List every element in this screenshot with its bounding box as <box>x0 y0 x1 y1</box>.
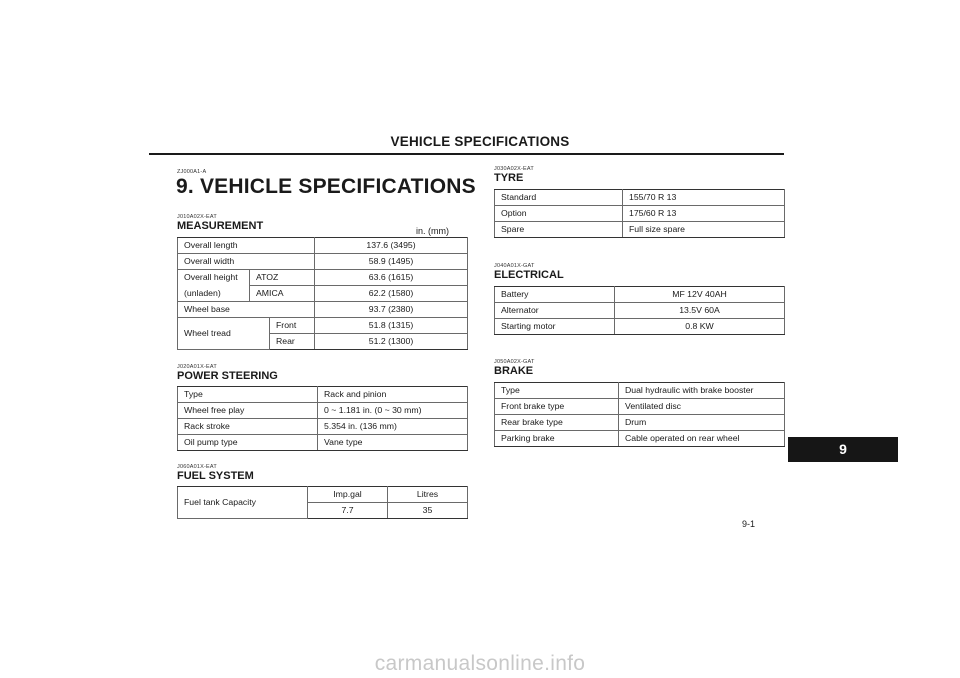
row-label: Front brake type <box>495 399 619 415</box>
row-value: Ventilated disc <box>619 399 785 415</box>
table-row <box>495 222 785 238</box>
row-value: Dual hydraulic with brake booster <box>619 383 785 399</box>
row-label: Type <box>178 387 318 403</box>
row-label: Oil pump type <box>178 435 318 451</box>
table-row <box>495 399 785 415</box>
chapter-tab: 9 <box>788 437 898 462</box>
row-label: Type <box>495 383 619 399</box>
imp-gal-value: 7.7 <box>308 503 388 519</box>
table-row <box>178 318 468 334</box>
tyre-title: TYRE <box>494 172 524 184</box>
overall-height-unladen-label: (unladen) <box>178 286 250 302</box>
overall-height-label: Overall height <box>178 270 250 286</box>
row-value: 0.8 KW <box>615 319 785 335</box>
atoz-label: ATOZ <box>250 270 315 286</box>
row-label: Rear brake type <box>495 415 619 431</box>
fuel-system-code: J060A01X-EAT <box>177 464 217 470</box>
row-value: Full size spare <box>623 222 785 238</box>
wheel-tread-rear-value: 51.2 (1300) <box>315 334 468 350</box>
row-label: Rack stroke <box>178 419 318 435</box>
table-row <box>178 419 468 435</box>
row-label: Standard <box>495 190 623 206</box>
measurement-table <box>177 237 468 350</box>
brake-title: BRAKE <box>494 365 534 377</box>
table-row <box>178 487 468 503</box>
wheel-tread-front-label: Front <box>270 318 315 334</box>
measurement-title: MEASUREMENT <box>177 220 264 232</box>
table-row <box>178 286 468 302</box>
row-label: Starting motor <box>495 319 615 335</box>
fuel-system-title: FUEL SYSTEM <box>177 470 254 482</box>
table-row <box>178 238 468 254</box>
table-row <box>495 303 785 319</box>
table-row <box>178 270 468 286</box>
row-label: Alternator <box>495 303 615 319</box>
overall-width-value: 58.9 (1495) <box>315 254 468 270</box>
row-label: Option <box>495 206 623 222</box>
overall-length-value: 137.6 (3495) <box>315 238 468 254</box>
fuel-system-table <box>177 486 468 519</box>
amica-label: AMICA <box>250 286 315 302</box>
table-row <box>495 319 785 335</box>
watermark: carmanualsonline.info <box>374 652 586 675</box>
wheel-base-label: Wheel base <box>178 302 315 318</box>
row-label: Battery <box>495 287 615 303</box>
page-number: 9-1 <box>742 519 756 529</box>
electrical-table <box>494 286 785 335</box>
table-row <box>178 435 468 451</box>
row-value: 175/60 R 13 <box>623 206 785 222</box>
row-value: 0 ~ 1.181 in. (0 ~ 30 mm) <box>318 403 468 419</box>
row-value: 5.354 in. (136 mm) <box>318 419 468 435</box>
page-header-title: VEHICLE SPECIFICATIONS <box>390 134 570 149</box>
imp-gal-header: Imp.gal <box>308 487 388 503</box>
row-value: Drum <box>619 415 785 431</box>
table-row <box>178 387 468 403</box>
power-steering-code: J020A01X-EAT <box>177 364 217 370</box>
wheel-tread-rear-label: Rear <box>270 334 315 350</box>
litres-value: 35 <box>388 503 468 519</box>
wheel-tread-label: Wheel tread <box>178 318 270 350</box>
row-label: Parking brake <box>495 431 619 447</box>
overall-width-label: Overall width <box>178 254 315 270</box>
brake-code: J050A02X-GAT <box>494 359 535 365</box>
table-row <box>178 302 468 318</box>
table-row <box>495 431 785 447</box>
fuel-tank-capacity-label: Fuel tank Capacity <box>178 487 308 519</box>
row-value: Rack and pinion <box>318 387 468 403</box>
power-steering-table <box>177 386 468 451</box>
chapter-code: ZJ000A1-A <box>177 169 207 175</box>
table-row <box>178 403 468 419</box>
table-row <box>178 254 468 270</box>
table-row <box>495 383 785 399</box>
table-row <box>495 415 785 431</box>
row-value: Vane type <box>318 435 468 451</box>
measurement-code: J010A02X-EAT <box>177 214 217 220</box>
measurement-unit: in. (mm) <box>416 226 449 236</box>
tyre-table <box>494 189 785 238</box>
amica-height-value: 62.2 (1580) <box>315 286 468 302</box>
wheel-tread-front-value: 51.8 (1315) <box>315 318 468 334</box>
row-value: Cable operated on rear wheel <box>619 431 785 447</box>
table-row <box>495 206 785 222</box>
electrical-title: ELECTRICAL <box>494 269 564 281</box>
table-row <box>495 287 785 303</box>
chapter-title: 9. VEHICLE SPECIFICATIONS <box>176 175 476 198</box>
row-label: Spare <box>495 222 623 238</box>
row-value: 155/70 R 13 <box>623 190 785 206</box>
row-label: Wheel free play <box>178 403 318 419</box>
table-row <box>495 190 785 206</box>
litres-header: Litres <box>388 487 468 503</box>
power-steering-title: POWER STEERING <box>177 370 278 382</box>
header-rule <box>149 153 784 155</box>
brake-table <box>494 382 785 447</box>
atoz-height-value: 63.6 (1615) <box>315 270 468 286</box>
wheel-base-value: 93.7 (2380) <box>315 302 468 318</box>
electrical-code: J040A01X-GAT <box>494 263 535 269</box>
row-value: MF 12V 40AH <box>615 287 785 303</box>
row-value: 13.5V 60A <box>615 303 785 319</box>
tyre-code: J030A02X-EAT <box>494 166 534 172</box>
overall-length-label: Overall length <box>178 238 315 254</box>
